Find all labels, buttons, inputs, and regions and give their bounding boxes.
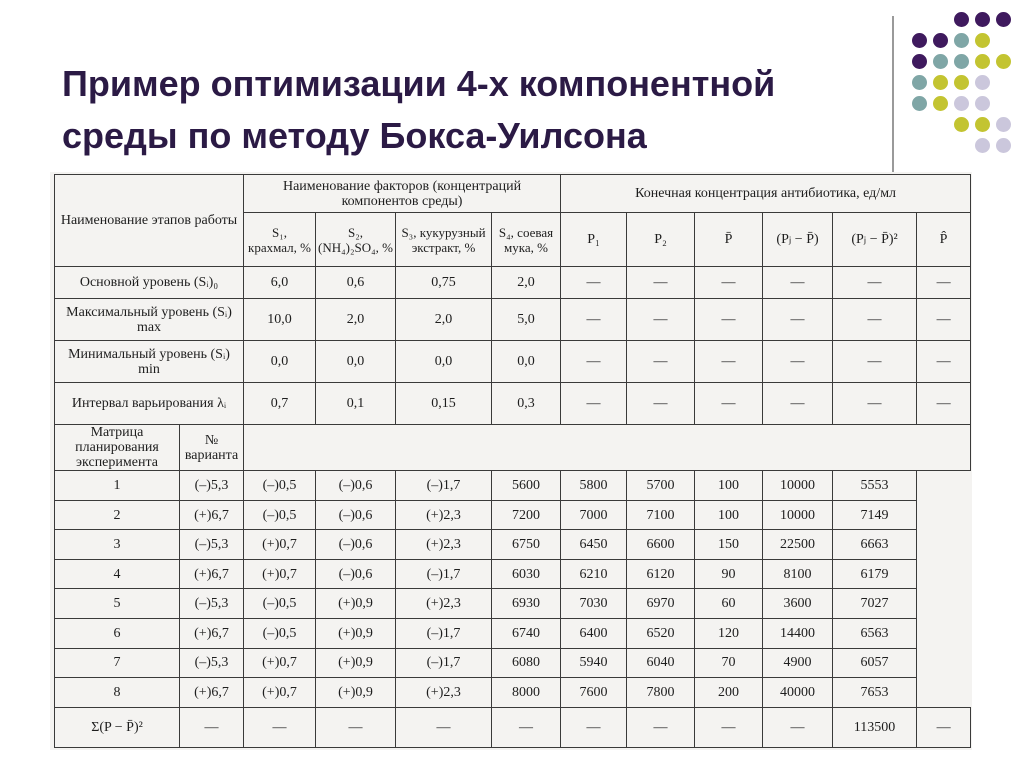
dash-cell: — <box>833 383 917 425</box>
variant-number: 4 <box>55 559 180 589</box>
result-value: 7000 <box>561 500 627 530</box>
result-value: 6120 <box>627 559 695 589</box>
result-value: 100 <box>695 500 763 530</box>
coded-factor-value: (+)6,7 <box>180 619 244 649</box>
dash-cell: — <box>917 299 971 341</box>
decorative-dot <box>912 75 927 90</box>
result-value: 100 <box>695 471 763 501</box>
decorative-dot <box>954 54 969 69</box>
scanned-table-image <box>50 172 972 750</box>
variant-row <box>55 589 971 619</box>
result-value: 5700 <box>627 471 695 501</box>
dash-cell: — <box>492 707 561 747</box>
variant-number: 1 <box>55 471 180 501</box>
result-value: 6970 <box>627 589 695 619</box>
coded-factor-value: (–)0,6 <box>316 530 396 560</box>
dash-cell: — <box>763 341 833 383</box>
decorative-dot <box>933 33 948 48</box>
factor-column-header: S₃, кукурузный экстракт, % <box>396 213 492 267</box>
result-value: 14400 <box>763 619 833 649</box>
level-row <box>55 267 971 299</box>
coded-factor-value: (–)5,3 <box>180 648 244 678</box>
coded-factor-value: (+)6,7 <box>180 500 244 530</box>
result-value: 70 <box>695 648 763 678</box>
factor-column-header: S₂, (NH₄)₂SO₄, % <box>316 213 396 267</box>
variant-row <box>55 500 971 530</box>
dash-cell: — <box>695 383 763 425</box>
level-label: Максимальный уровень (Sᵢ) max <box>55 299 244 341</box>
decorative-dot <box>975 75 990 90</box>
result-value: 40000 <box>763 678 833 708</box>
factor-value: 0,15 <box>396 383 492 425</box>
result-value: 7200 <box>492 500 561 530</box>
result-column-header: (Pⱼ − P̄) <box>763 213 833 267</box>
result-value: 6663 <box>833 530 917 560</box>
dash-cell: — <box>627 383 695 425</box>
coded-factor-value: (–)0,5 <box>244 589 316 619</box>
result-value: 4900 <box>763 648 833 678</box>
result-value: 7100 <box>627 500 695 530</box>
dash-cell: — <box>244 707 316 747</box>
coded-factor-value: (+)2,3 <box>396 500 492 530</box>
variant-number: 2 <box>55 500 180 530</box>
factor-column-header: S₁, крахмал, % <box>244 213 316 267</box>
dash-cell: — <box>917 707 971 747</box>
decorative-dot <box>912 54 927 69</box>
variant-row <box>55 648 971 678</box>
result-column-header: P̄ <box>695 213 763 267</box>
dash-cell: — <box>561 707 627 747</box>
result-value: 22500 <box>763 530 833 560</box>
result-value: 6080 <box>492 648 561 678</box>
sum-row <box>55 707 971 747</box>
factor-value: 0,75 <box>396 267 492 299</box>
sum-label: Σ(P − P̄)² <box>55 707 180 747</box>
result-value: 7600 <box>561 678 627 708</box>
level-label: Основной уровень (Sᵢ)₀ <box>55 267 244 299</box>
coded-factor-value: (–)5,3 <box>180 530 244 560</box>
result-value: 6210 <box>561 559 627 589</box>
result-value: 6930 <box>492 589 561 619</box>
decorative-dot <box>912 33 927 48</box>
decorative-dot <box>954 117 969 132</box>
dash-cell: — <box>833 267 917 299</box>
matrix-label: Матрица планирования эксперимента <box>55 425 180 471</box>
level-row <box>55 341 971 383</box>
result-column-header: P₂ <box>627 213 695 267</box>
decorative-dot <box>954 96 969 111</box>
blank-cell <box>244 425 971 471</box>
dash-cell: — <box>917 341 971 383</box>
dash-cell: — <box>695 341 763 383</box>
coded-factor-value: (+)2,3 <box>396 589 492 619</box>
factor-value: 0,0 <box>396 341 492 383</box>
variant-row <box>55 619 971 649</box>
level-row <box>55 299 971 341</box>
variant-row <box>55 678 971 708</box>
factor-value: 10,0 <box>244 299 316 341</box>
factor-value: 0,1 <box>316 383 396 425</box>
decorative-dot <box>933 96 948 111</box>
decorative-dot <box>975 33 990 48</box>
result-value: 5600 <box>492 471 561 501</box>
result-value: 150 <box>695 530 763 560</box>
result-value: 200 <box>695 678 763 708</box>
result-value: 8100 <box>763 559 833 589</box>
decorative-dot <box>996 117 1011 132</box>
dash-cell: — <box>763 267 833 299</box>
result-value: 8000 <box>492 678 561 708</box>
coded-factor-value: (–)5,3 <box>180 589 244 619</box>
coded-factor-value: (–)0,6 <box>316 500 396 530</box>
factor-value: 0,3 <box>492 383 561 425</box>
result-value: 7030 <box>561 589 627 619</box>
level-label: Минимальный уровень (Sᵢ) min <box>55 341 244 383</box>
dash-cell: — <box>180 707 244 747</box>
coded-factor-value: (–)1,7 <box>396 648 492 678</box>
result-value: 60 <box>695 589 763 619</box>
coded-factor-value: (+)2,3 <box>396 530 492 560</box>
coded-factor-value: (–)0,6 <box>316 471 396 501</box>
dash-cell: — <box>627 707 695 747</box>
factor-value: 2,0 <box>316 299 396 341</box>
coded-factor-value: (–)1,7 <box>396 471 492 501</box>
dash-cell: — <box>561 383 627 425</box>
result-value: 5940 <box>561 648 627 678</box>
decorative-dot <box>996 138 1011 153</box>
factor-value: 0,6 <box>316 267 396 299</box>
dash-cell: — <box>763 383 833 425</box>
factor-value: 0,0 <box>316 341 396 383</box>
coded-factor-value: (–)1,7 <box>396 619 492 649</box>
dash-cell: — <box>627 341 695 383</box>
decorative-dot <box>954 12 969 27</box>
result-value: 10000 <box>763 500 833 530</box>
dash-cell: — <box>833 299 917 341</box>
variant-number: 5 <box>55 589 180 619</box>
factors-header: Наименование факторов (концентраций компонентов среды) <box>244 175 561 213</box>
slide-title: Пример оптимизации 4-х компонентной среды по методу Бокса-Уилсона <box>62 63 776 156</box>
coded-factor-value: (–)5,3 <box>180 471 244 501</box>
coded-factor-value: (+)0,7 <box>244 648 316 678</box>
factor-value: 5,0 <box>492 299 561 341</box>
level-row <box>55 383 971 425</box>
dash-cell: — <box>763 707 833 747</box>
coded-factor-value: (–)0,5 <box>244 619 316 649</box>
sum-value: 113500 <box>833 707 917 747</box>
dash-cell: — <box>695 299 763 341</box>
result-value: 7800 <box>627 678 695 708</box>
factor-value: 0,0 <box>492 341 561 383</box>
result-value: 6179 <box>833 559 917 589</box>
dash-cell: — <box>396 707 492 747</box>
variant-number-header: № варианта <box>180 425 244 471</box>
result-value: 120 <box>695 619 763 649</box>
dash-cell: — <box>627 267 695 299</box>
dash-cell: — <box>316 707 396 747</box>
result-value: 6600 <box>627 530 695 560</box>
result-value: 90 <box>695 559 763 589</box>
dash-cell: — <box>833 341 917 383</box>
level-rows <box>55 267 971 425</box>
result-value: 6400 <box>561 619 627 649</box>
coded-factor-value: (–)0,5 <box>244 471 316 501</box>
decorative-dot <box>975 138 990 153</box>
coded-factor-value: (–)0,5 <box>244 500 316 530</box>
decorative-dot <box>996 54 1011 69</box>
variant-header-row <box>55 425 971 471</box>
dash-cell: — <box>561 267 627 299</box>
decorative-dot-grid <box>912 12 1022 162</box>
dash-cell: — <box>917 383 971 425</box>
decorative-dot <box>912 96 927 111</box>
coded-factor-value: (+)0,7 <box>244 530 316 560</box>
factor-value: 2,0 <box>492 267 561 299</box>
variant-number: 6 <box>55 619 180 649</box>
result-header: Конечная концентрация антибиотика, ед/мл <box>561 175 971 213</box>
dash-cell: — <box>695 707 763 747</box>
result-value: 6030 <box>492 559 561 589</box>
result-value: 10000 <box>763 471 833 501</box>
variant-row <box>55 530 971 560</box>
result-value: 7149 <box>833 500 917 530</box>
coded-factor-value: (–)1,7 <box>396 559 492 589</box>
factor-column-header: S₄, соевая мука, % <box>492 213 561 267</box>
decorative-dot <box>954 33 969 48</box>
dash-cell: — <box>561 341 627 383</box>
result-value: 5800 <box>561 471 627 501</box>
coded-factor-value: (+)6,7 <box>180 678 244 708</box>
factor-value: 0,0 <box>244 341 316 383</box>
coded-factor-value: (+)0,9 <box>316 619 396 649</box>
coded-factor-value: (+)0,7 <box>244 559 316 589</box>
variant-row <box>55 471 971 501</box>
result-value: 6040 <box>627 648 695 678</box>
dash-cell: — <box>627 299 695 341</box>
decorative-dot <box>996 12 1011 27</box>
dash-cell: — <box>695 267 763 299</box>
decorative-dot <box>933 54 948 69</box>
coded-factor-value: (+)0,9 <box>316 589 396 619</box>
factor-value: 6,0 <box>244 267 316 299</box>
result-value: 6057 <box>833 648 917 678</box>
variant-number: 8 <box>55 678 180 708</box>
result-column-header: (Pⱼ − P̄)² <box>833 213 917 267</box>
result-value: 3600 <box>763 589 833 619</box>
coded-factor-value: (+)6,7 <box>180 559 244 589</box>
result-column-header: P₁ <box>561 213 627 267</box>
level-label: Интервал варьирования λᵢ <box>55 383 244 425</box>
decorative-dot <box>933 75 948 90</box>
divider-line <box>892 16 894 172</box>
result-value: 6750 <box>492 530 561 560</box>
coded-factor-value: (+)0,9 <box>316 678 396 708</box>
coded-factor-value: (+)0,9 <box>316 648 396 678</box>
factor-value: 2,0 <box>396 299 492 341</box>
stage-header: Наименование этапов работы <box>55 175 244 267</box>
variant-row <box>55 559 971 589</box>
result-value: 7653 <box>833 678 917 708</box>
coded-factor-value: (+)0,7 <box>244 678 316 708</box>
coded-factor-value: (+)2,3 <box>396 678 492 708</box>
optimization-table <box>54 174 971 748</box>
coded-factor-value: (–)0,6 <box>316 559 396 589</box>
decorative-dot <box>975 54 990 69</box>
variant-number: 7 <box>55 648 180 678</box>
factor-value: 0,7 <box>244 383 316 425</box>
variant-rows <box>55 471 971 708</box>
dash-cell: — <box>763 299 833 341</box>
decorative-dot <box>954 75 969 90</box>
result-value: 6740 <box>492 619 561 649</box>
result-value: 6520 <box>627 619 695 649</box>
result-value: 5553 <box>833 471 917 501</box>
decorative-dot <box>975 117 990 132</box>
result-value: 6563 <box>833 619 917 649</box>
result-column-header: P̂ <box>917 213 971 267</box>
dash-cell: — <box>561 299 627 341</box>
decorative-dot <box>975 12 990 27</box>
variant-number: 3 <box>55 530 180 560</box>
result-value: 6450 <box>561 530 627 560</box>
result-value: 7027 <box>833 589 917 619</box>
decorative-dot <box>975 96 990 111</box>
dash-cell: — <box>917 267 971 299</box>
